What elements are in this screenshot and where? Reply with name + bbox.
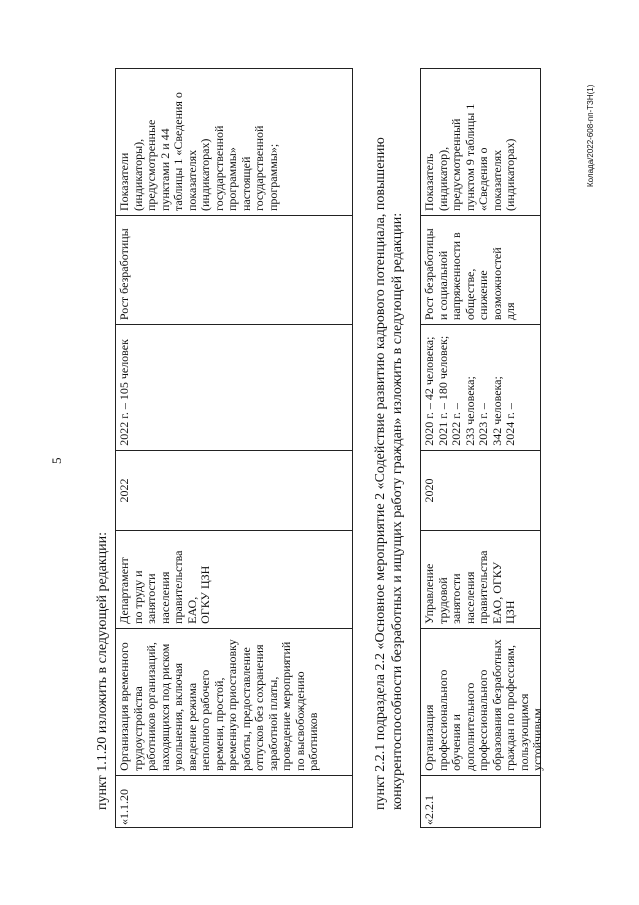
page-number: 5 <box>49 457 64 464</box>
result-cell <box>421 325 541 451</box>
consequences-cell: Рост безработицы <box>116 216 353 325</box>
start-year-cell: 2022 <box>116 450 353 531</box>
result-text: 2020 г. – 42 человека; 2021 г. – 180 человек; 2022 г. – 233 человека; 2023 г. – 342 человека; 2024 г. – <box>422 335 517 446</box>
heading-item-2-2-1: пункт 2.2.1 подраздела 2.2 «Основное мероприятие 2 «Содействие развитию кадрового потенциала, повышению конкурентоспособности безработных и ищущих работу граждан» изложить в следующей редакции: <box>373 137 405 810</box>
consequences-text: Рост безработицы и социальной напряженности в обществе, снижение возможностей для <box>422 228 517 321</box>
table-item-1-1-20 <box>115 68 353 828</box>
start-year-text: 2020 <box>422 478 436 503</box>
result-cell: 2022 г. – 105 человек <box>116 325 353 451</box>
executor-cell <box>421 531 541 629</box>
table-row <box>421 69 541 828</box>
executor-cell: Департамент по труду и занятости населения правительства ЕАО, ОГКУ ЦЗН <box>116 531 353 629</box>
table-item-2-2-1 <box>420 68 544 828</box>
item-number <box>421 775 541 827</box>
indicators-cell: Показатели (индикаторы), предусмотренные пунктами 2 и 44 таблицы 1 «Сведения о показателях (индикаторах) государственной программы» настоящей государственной программы»; <box>116 69 353 216</box>
measure-cell: Организация временного трудоустройства работников организаций, находящихся под риском увольнения, включая введение режима неполного рабочего времени, простой, временную приостановку работы, предоставление отпусков без сохранения заработной платы, проведение мероприятий по высвобождению работников <box>116 628 353 775</box>
measure-text: Организация профессионального обучения и дополнительного профессионального образования безработных граждан по профессиям, пользующимся устойчивым <box>422 639 544 771</box>
consequences-cell <box>421 216 541 325</box>
item-number-text: «2.2.1 <box>422 795 436 825</box>
indicators-cell <box>421 69 541 216</box>
start-year-cell <box>421 450 541 531</box>
table-row <box>116 69 353 828</box>
executor-text: Управление трудовой занятости населения правительства ЕАО, ОГКУ ЦЗН <box>422 550 517 624</box>
heading-item-1-1-20: пункт 1.1.20 изложить в следующей редакции: <box>95 532 110 810</box>
indicators-text: Показатель (индикатор), предусмотренный пунктом 9 таблицы 1 «Сведения о показателях (индикаторах) <box>422 103 517 212</box>
measure-cell <box>421 628 544 775</box>
document-code: Колада/2022-608-пп-ТЗН(1) <box>586 84 595 187</box>
item-number: «1.1.20 <box>116 775 353 827</box>
